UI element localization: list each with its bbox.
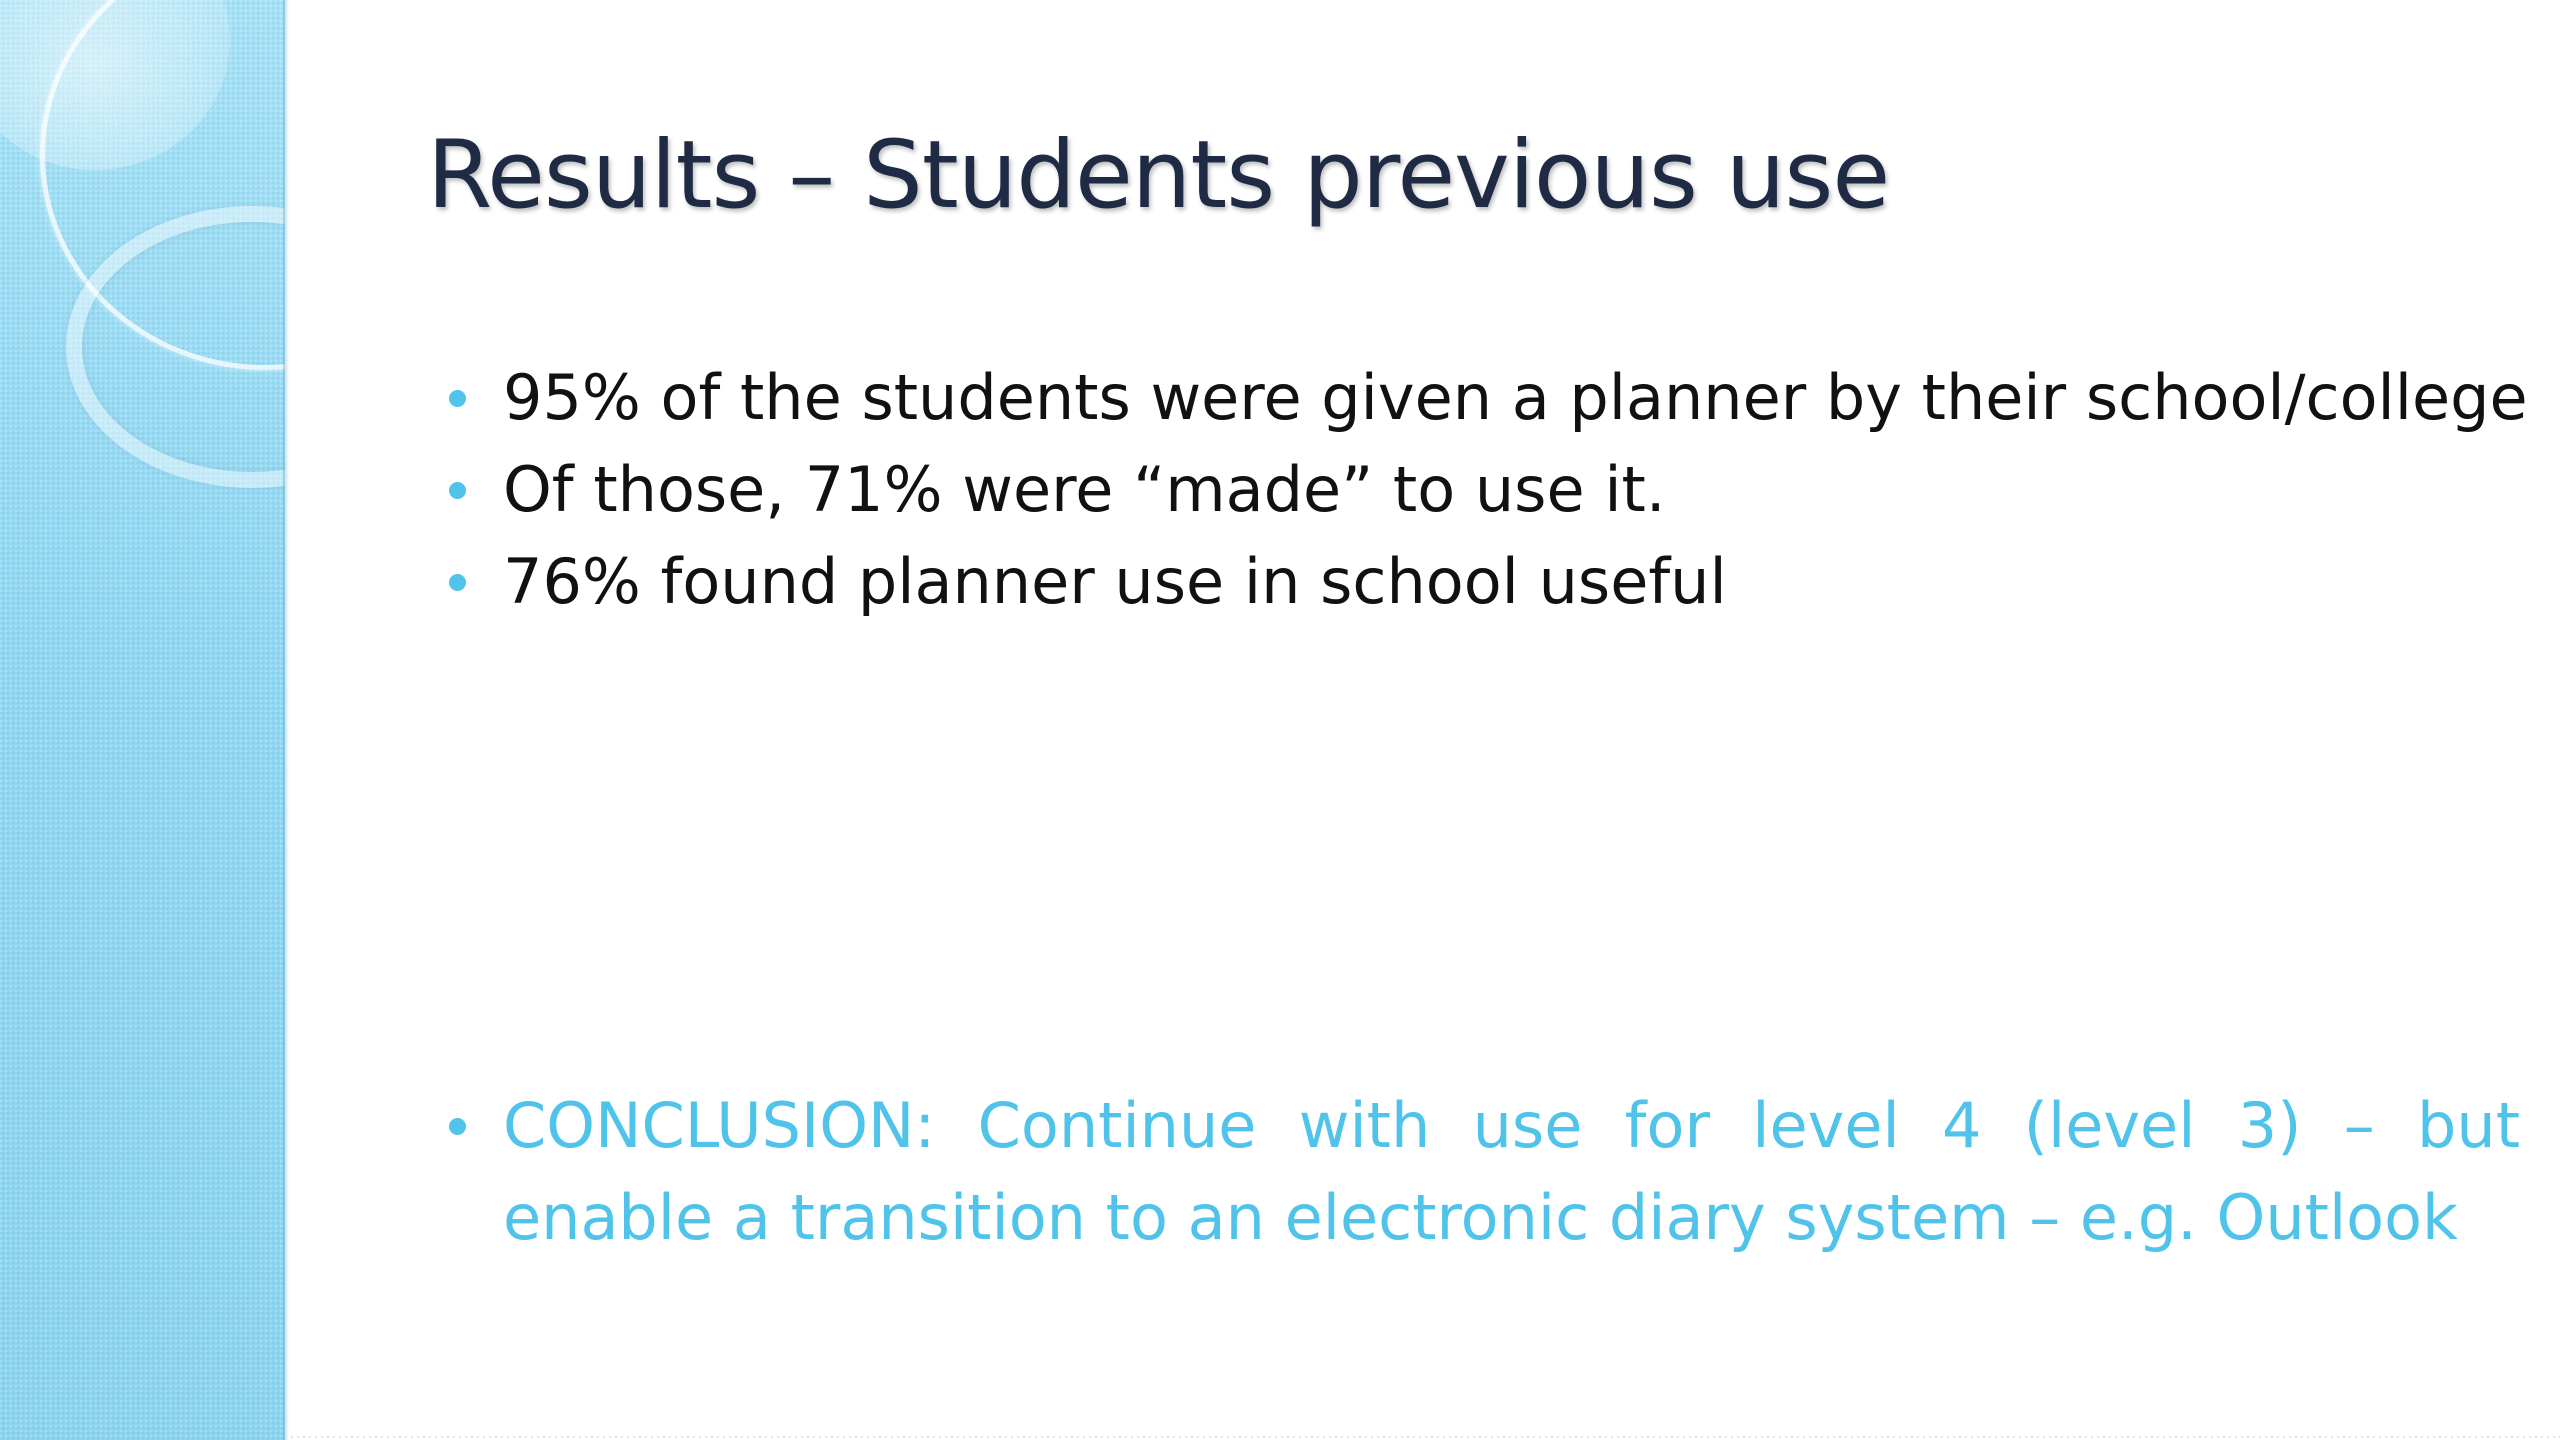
bullet-text: 95% of the students were given a planner by their school/college <box>503 361 2528 434</box>
conclusion-line-1: CONCLUSION: Continue with use for level 4 (level 3) – but <box>503 1089 2520 1162</box>
bullet-list <box>440 352 2528 628</box>
bullet-icon <box>449 390 466 407</box>
bullet-text: 76% found planner use in school useful <box>503 545 1727 618</box>
bullet-item <box>440 536 2520 628</box>
bullet-icon <box>449 574 466 591</box>
bullet-item <box>440 352 2528 444</box>
side-panel-edge <box>283 0 289 1440</box>
bullet-text: Of those, 71% were “made” to use it. <box>503 453 1666 526</box>
conclusion-item <box>440 1080 2520 1264</box>
bullet-icon <box>449 482 466 499</box>
bullet-icon <box>449 1118 466 1135</box>
bottom-dotted-border <box>289 1434 2560 1440</box>
bullet-item <box>440 444 2520 536</box>
decorative-side-panel <box>0 0 285 1440</box>
slide-title: Results – Students previous use <box>427 121 1890 230</box>
conclusion-list <box>440 1080 2520 1264</box>
conclusion-line-2: enable a transition to an electronic diary system – e.g. Outlook <box>503 1181 2458 1254</box>
